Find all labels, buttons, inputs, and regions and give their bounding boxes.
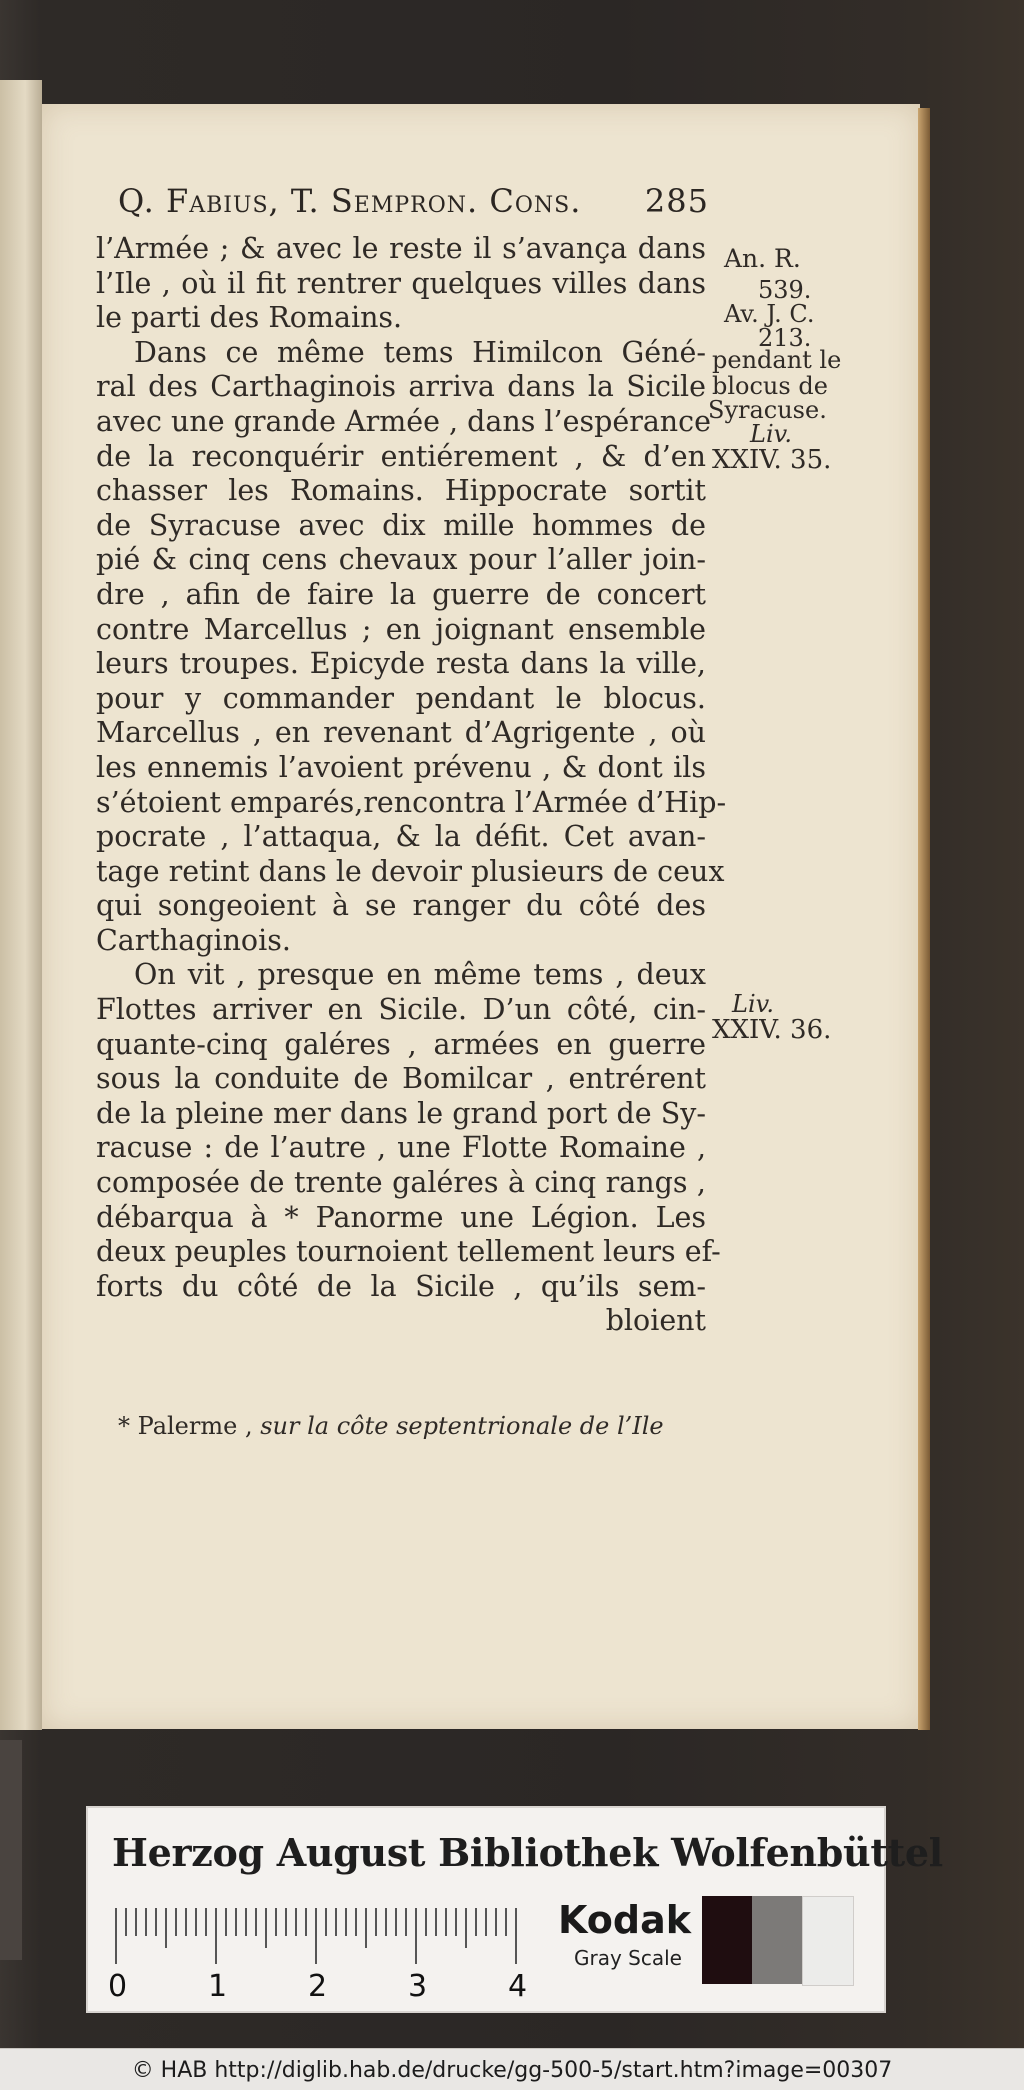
text-line: l’Ile , où il fit rentrer quelques villes dans: [96, 266, 706, 300]
text-line: tage retint dans le devoir plusieurs de ceux: [96, 854, 725, 888]
gray-swatch-light: [802, 1896, 854, 1986]
gray-scale-label: Gray Scale: [574, 1946, 682, 1970]
text-line: le parti des Romains.: [96, 301, 403, 335]
text-line: Marcellus , en revenant d’Agrigente , où: [96, 716, 706, 750]
margin-ref2-book: Liv.: [732, 990, 774, 1018]
footnote-marker: * Palerme ,: [118, 1412, 253, 1440]
color-calibration-card: [86, 1806, 943, 2013]
footnote-text: sur la côte septentrionale de l’Ile: [260, 1412, 664, 1440]
text-line: de la reconquérir entiérement , & d’en: [96, 439, 706, 473]
margin-topic-3: Syracuse.: [708, 396, 827, 424]
page-number: 285: [644, 182, 709, 220]
margin-year-an: An. R.: [724, 244, 801, 273]
text-line: forts du côté de la Sicile , qu’ils sem-: [96, 1269, 706, 1303]
text-line: On vit , presque en même tems , deux: [134, 958, 706, 992]
footnote: [118, 1412, 664, 1440]
ruler-label: 1: [208, 1969, 228, 2004]
scale-ruler: [110, 1904, 530, 2004]
paragraph-2: [96, 335, 727, 959]
gray-swatch-dark: [702, 1896, 752, 1984]
kodak-logo: Kodak: [558, 1898, 691, 1942]
text-line: les ennemis l’avoient prévenu , & dont ils: [96, 750, 706, 784]
text-line: Flottes arriver en Sicile. D’un côté, cin-: [96, 993, 706, 1027]
text-line: l’Armée ; & avec le reste il s’avança dans: [96, 232, 706, 265]
ruler-label: 0: [108, 1969, 128, 2004]
margin-topic-1: pendant le: [712, 346, 842, 374]
text-line: de la pleine mer dans le grand port de Sy-: [96, 1096, 706, 1130]
facing-page-edge: [0, 80, 42, 1730]
text-line: racuse : de l’autre , une Flotte Romaine ,: [96, 1131, 706, 1165]
text-line: leurs troupes. Epicyde resta dans la ville,: [96, 647, 706, 681]
binding-edge: [0, 1740, 22, 1960]
page-edge-shadow: [918, 108, 930, 1730]
text-line: avec une grande Armée , dans l’espérance: [96, 404, 711, 438]
copyright-url: © HAB http://diglib.hab.de/drucke/gg-500-5/start.htm?image=00307: [131, 2058, 893, 2083]
text-line: de Syracuse avec dix mille hommes de: [96, 508, 706, 542]
margin-year-av: Av. J. C.: [724, 300, 815, 328]
text-line: sous la conduite de Bomilcar , entrérent: [96, 1062, 706, 1096]
margin-ref2-chapter: XXIV. 36.: [712, 1015, 832, 1045]
text-line: Dans ce même tems Himilcon Géné-: [134, 335, 706, 369]
text-line: pocrate , l’attaqua, & la défit. Cet avan-: [96, 820, 706, 854]
text-line: quante-cinq galéres , armées en guerre: [96, 1027, 706, 1061]
text-line: deux peuples tournoient tellement leurs ef-: [96, 1235, 721, 1269]
margin-ref1-book: Liv.: [750, 420, 792, 448]
margin-year-av-num: 213.: [758, 324, 812, 352]
margin-ref1-chapter: XXIV. 35.: [712, 445, 832, 475]
text-line: pié & cinq cens chevaux pour l’aller join-: [96, 543, 706, 577]
paragraph-1: [96, 232, 706, 336]
catchword: bloient: [605, 1304, 706, 1338]
text-line: composée de trente galéres à cinq rangs ,: [96, 1166, 706, 1200]
text-line: ral des Carthaginois arriva dans la Sicile: [96, 370, 706, 404]
paragraph-3: [96, 958, 721, 1339]
main-text: [96, 232, 727, 1339]
text-line: dre , afin de faire la guerre de concert: [96, 577, 706, 611]
footer-bar: [0, 2048, 1024, 2090]
ruler-label: 2: [308, 1969, 328, 2004]
text-line: Carthaginois.: [96, 923, 291, 957]
text-line: s’étoient emparés,rencontra l’Armée d’Hip-: [96, 785, 727, 819]
gray-swatch-mid: [752, 1896, 802, 1984]
ruler-label: 4: [508, 1969, 528, 2004]
running-head-title: Q. Fabius, T. Sempron. Cons.: [118, 182, 582, 220]
margin-topic-2: blocus de: [712, 372, 828, 400]
running-header: [118, 182, 708, 220]
text-line: contre Marcellus ; en joignant ensemble: [96, 612, 706, 646]
text-line: chasser les Romains. Hippocrate sortit: [96, 474, 706, 508]
text-line: qui songeoient à se ranger du côté des: [96, 889, 706, 923]
library-name: Herzog August Bibliothek Wolfenbüttel: [112, 1830, 943, 1875]
margin-year-an-num: 539.: [758, 276, 812, 304]
text-line: pour y commander pendant le blocus.: [96, 681, 706, 715]
text-line: débarqua à * Panorme une Légion. Les: [96, 1200, 706, 1234]
ruler-label: 3: [408, 1969, 428, 2004]
